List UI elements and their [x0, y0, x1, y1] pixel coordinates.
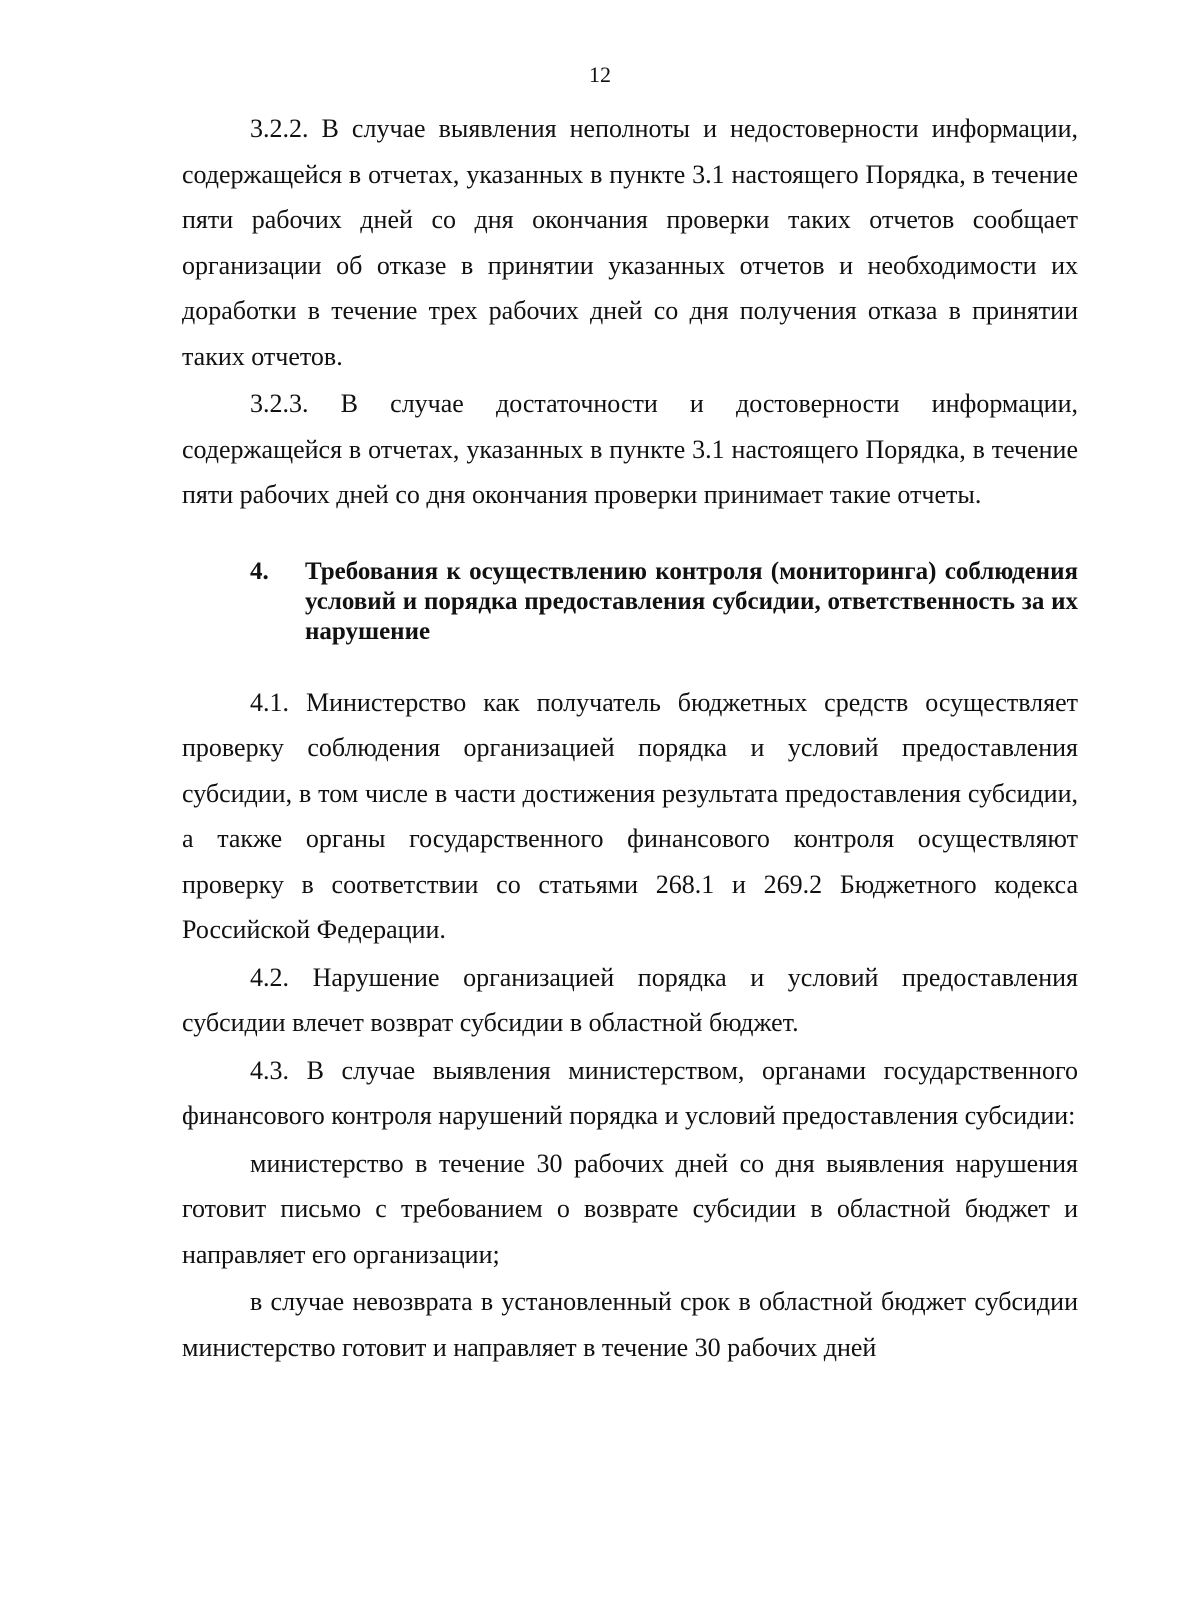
paragraph-ministry-letter: министерство в течение 30 рабочих дней со дня выявления нарушения готовит письмо с требованием о возврате субсидии в областной бюджет и направляет его организации; [182, 1148, 1078, 1269]
section-heading [250, 557, 1078, 647]
paragraph-non-return: в случае невозврата в установленный срок в областной бюджет субсидии министерство готовит и направляет в течение 30 рабочих дней [182, 1287, 1078, 1362]
section-number: 4. [250, 557, 269, 585]
paragraph-4-1: 4.1. Министерство как получатель бюджетных средств осуществляет проверку соблюдения организацией порядка и условий предоставления субсидии, в том числе в части достижения результата предоставления субсидии, а также органы государственного финансового контроля осуществляют проверку в соответствии со статьями 268.1 и 269.2 Бюджетного кодекса Российской Федерации. [182, 687, 1078, 944]
document-body [182, 106, 1078, 1370]
section-title: Требования к осуществлению контроля (мониторинга) соблюдения условий и порядка предоставления субсидии, ответственность за их нарушение [305, 557, 1078, 645]
page-number: 12 [589, 62, 611, 87]
paragraph-4-2: 4.2. Нарушение организацией порядка и условий предоставления субсидии влечет возврат субсидии в областной бюджет. [182, 962, 1078, 1037]
paragraph-4-3: 4.3. В случае выявления министерством, органами государственного финансового контроля нарушений порядка и условий предоставления субсидии: [182, 1055, 1078, 1130]
paragraph-3-2-3: 3.2.3. В случае достаточности и достоверности информации, содержащейся в отчетах, указанных в пункте 3.1 настоящего Порядка, в течение пяти рабочих дней со дня окончания проверки принимает такие отчеты. [182, 389, 1078, 509]
paragraph-3-2-2: 3.2.2. В случае выявления неполноты и недостоверности информации, содержащейся в отчетах, указанных в пункте 3.1 настоящего Порядка, в течение пяти рабочих дней со дня окончания проверки таких отчетов сообщает организации об отказе в принятии указанных отчетов и необходимости их доработки в течение трех рабочих дней со дня получения отказа в принятии таких отчетов. [182, 114, 1078, 371]
